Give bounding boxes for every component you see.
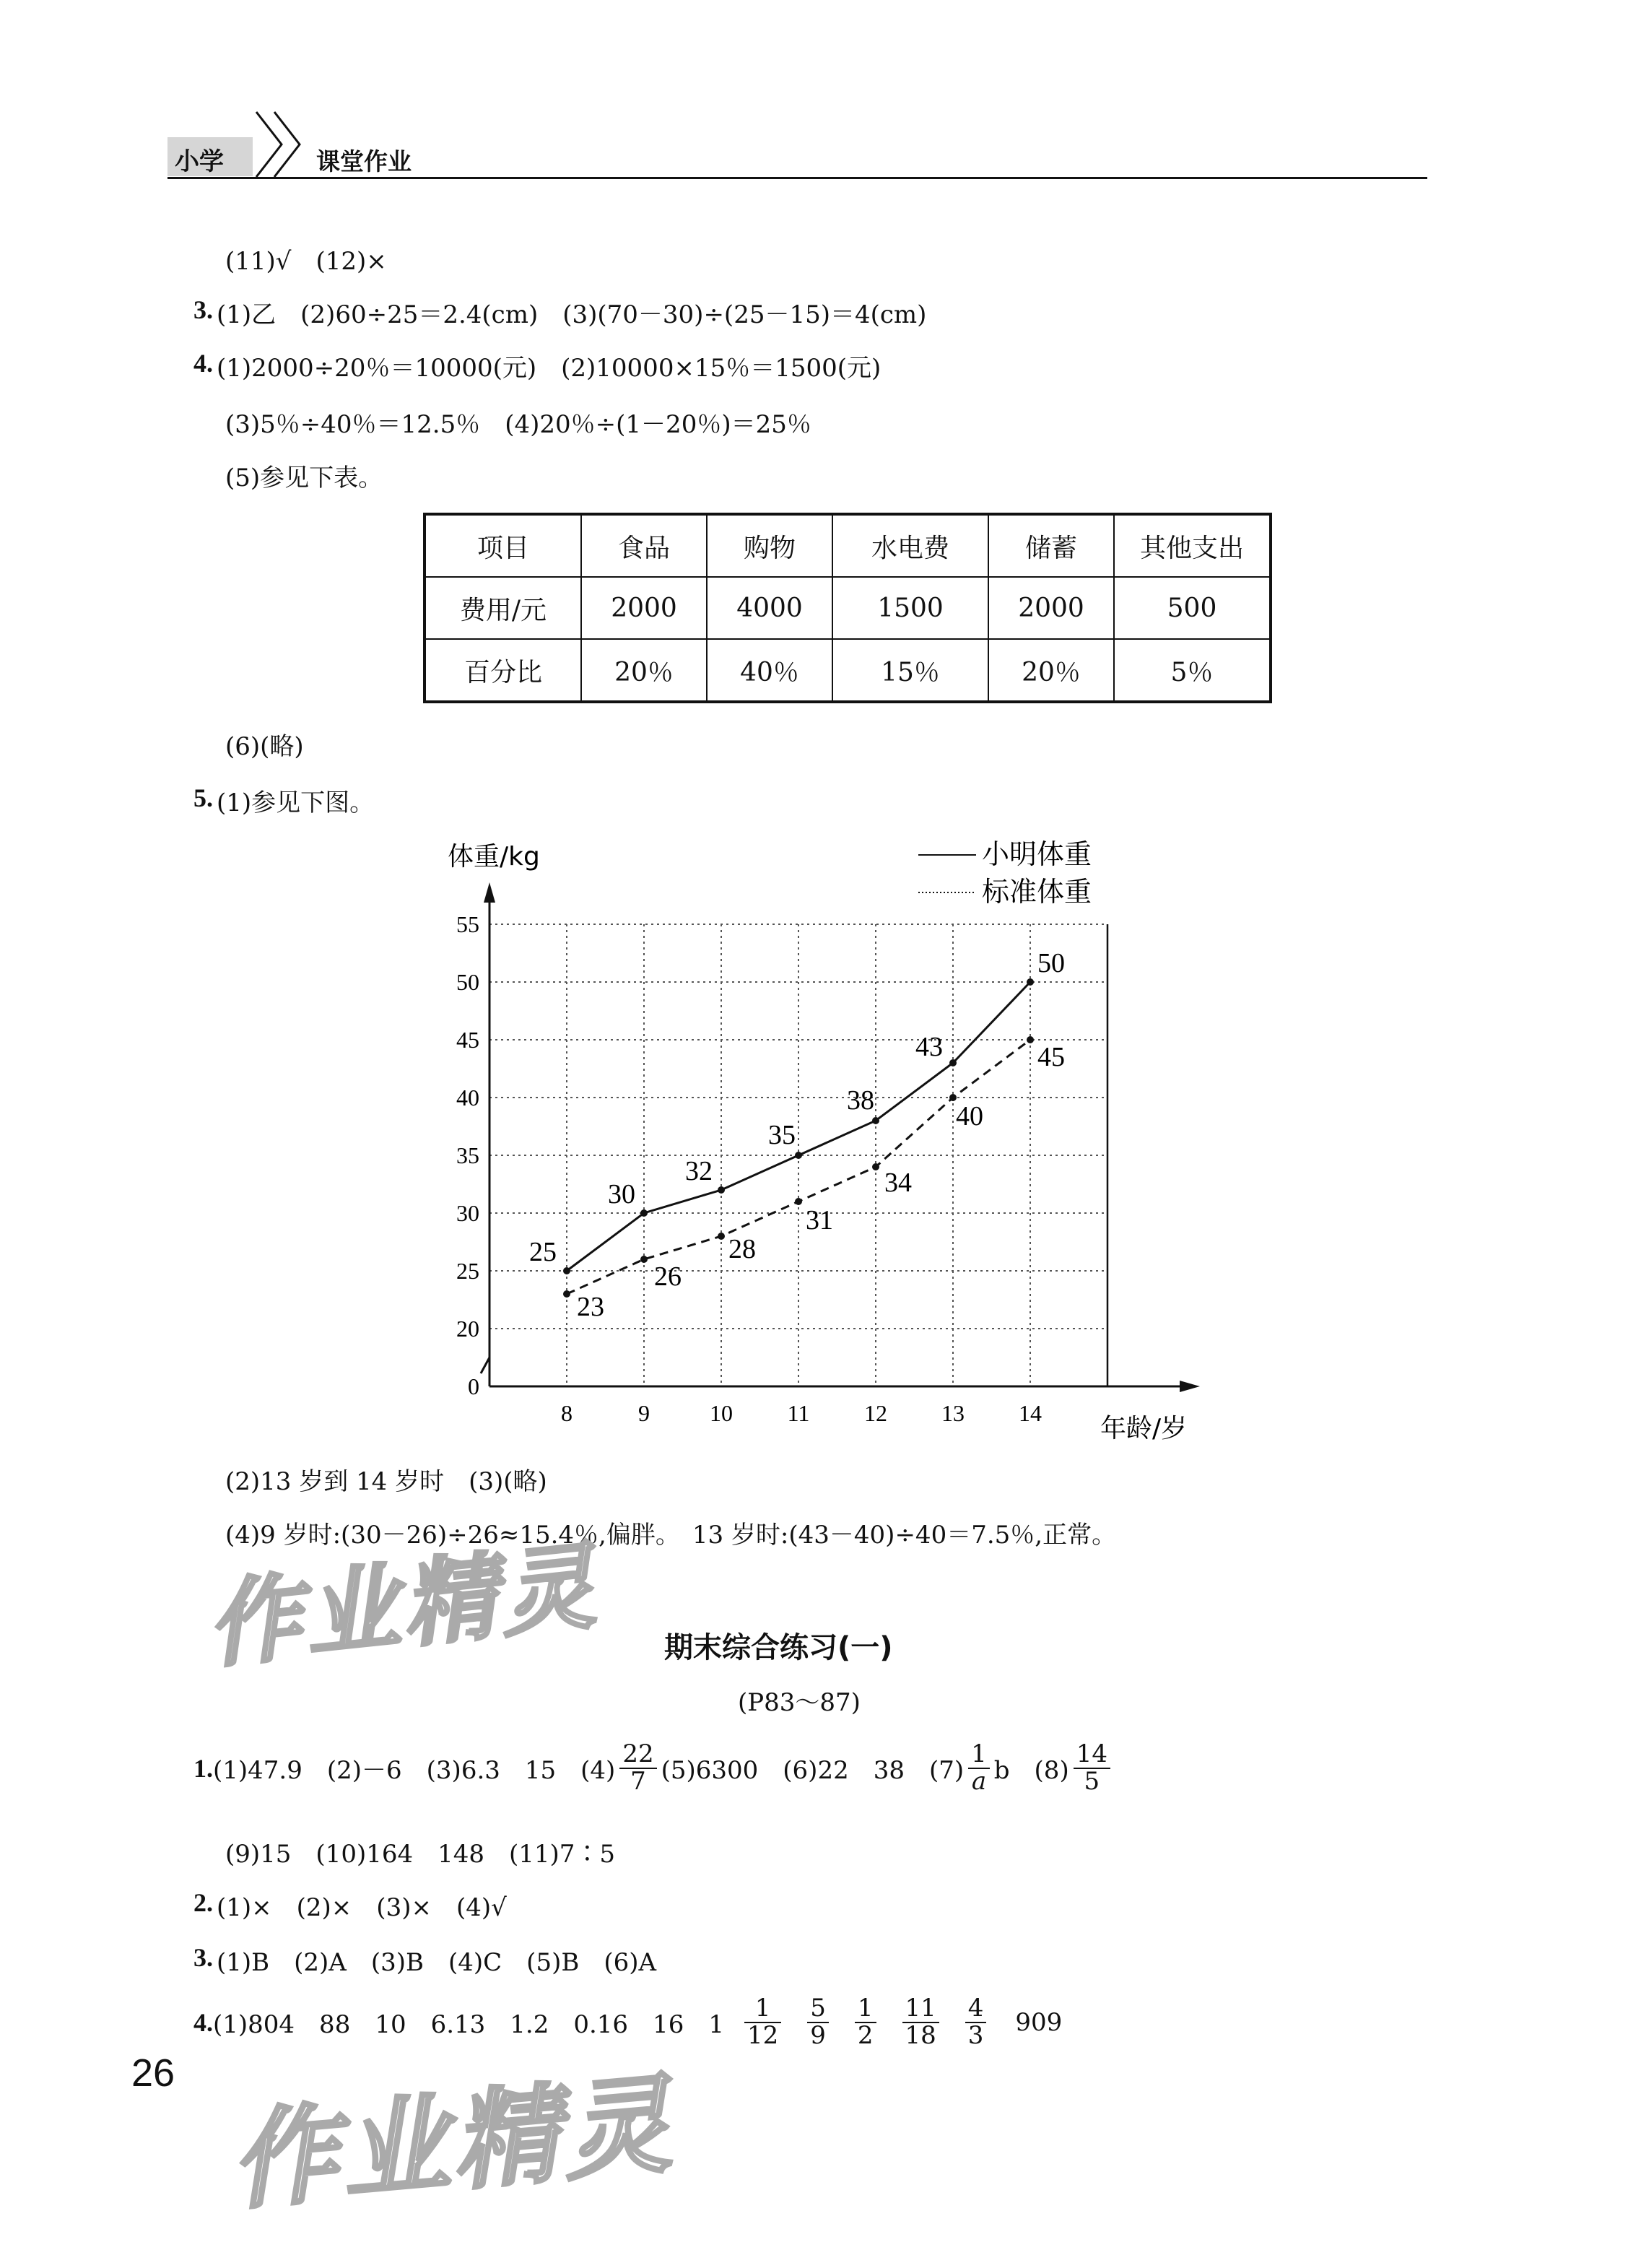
answer-text: 909 xyxy=(1015,2007,1063,2037)
expense-table xyxy=(423,513,1272,703)
x-tick-label: 14 xyxy=(1019,1400,1042,1426)
fraction-denominator: a xyxy=(971,1766,987,1796)
data-point-xiaoming xyxy=(563,1267,570,1274)
data-point-standard xyxy=(872,1163,879,1170)
data-point-xiaoming xyxy=(795,1152,802,1159)
legend-label-standard: 标准体重 xyxy=(982,876,1092,908)
data-point-standard xyxy=(1027,1036,1034,1043)
watermark-logo-bottom: 作业精灵 xyxy=(225,2061,680,2225)
answer-text: (1)47.9 (2)－6 (3)6.3 15 (4) xyxy=(213,1756,616,1786)
y-tick-label: 55 xyxy=(456,911,479,937)
data-point-standard xyxy=(718,1233,725,1240)
fraction-denominator: 5 xyxy=(1084,1766,1100,1796)
y-axis-arrow-icon xyxy=(484,882,495,903)
data-label-standard: 23 xyxy=(577,1292,604,1322)
answer-row-q4 xyxy=(193,1996,1062,2048)
x-tick-label: 12 xyxy=(864,1400,887,1426)
section-title: 期末综合练习(一) xyxy=(664,1631,893,1664)
y-tick-label: 40 xyxy=(456,1085,479,1111)
table-cell: 500 xyxy=(1114,577,1271,639)
x-tick-label: 10 xyxy=(710,1400,733,1426)
fraction xyxy=(619,1739,656,1796)
data-label-xiaoming: 50 xyxy=(1037,948,1065,978)
page-number: 26 xyxy=(131,2051,175,2095)
fraction-numerator: 4 xyxy=(965,1996,987,2023)
fraction-numerator: 5 xyxy=(807,1996,829,2023)
fraction-denominator: 18 xyxy=(905,2020,936,2050)
data-label-xiaoming: 32 xyxy=(685,1156,713,1186)
question-number: 4. xyxy=(193,2007,213,2037)
answer-line-q1-2: (9)15 (10)164 148 (11)7∶5 xyxy=(225,1840,616,1869)
x-axis-label: 年龄/岁 xyxy=(1100,1414,1188,1443)
data-label-standard: 28 xyxy=(728,1234,756,1264)
fraction xyxy=(965,1996,987,2048)
data-label-standard: 45 xyxy=(1037,1042,1065,1072)
table-header-cell: 购物 xyxy=(707,514,832,577)
data-label-xiaoming: 35 xyxy=(768,1120,796,1150)
table-header-cell: 项目 xyxy=(425,514,581,577)
answer-text: (5)6300 (6)22 38 (7) xyxy=(661,1756,965,1786)
weight-line-chart xyxy=(404,823,1242,1459)
question-number-3: 3. xyxy=(193,295,213,324)
watermark-logo: 作业精灵 xyxy=(201,1530,604,1681)
section-pages: (P83～87) xyxy=(738,1688,861,1717)
answer-line-5b: (2)13 岁到 14 岁时 (3)(略) xyxy=(225,1467,547,1496)
data-point-xiaoming xyxy=(718,1186,725,1194)
table-header-cell: 储蓄 xyxy=(988,514,1114,577)
data-label-standard: 26 xyxy=(654,1261,682,1292)
legend-label-xiaoming: 小明体重 xyxy=(982,838,1092,870)
table-cell: 20％ xyxy=(988,639,1114,702)
data-point-xiaoming xyxy=(1027,978,1034,986)
fraction-denominator: 9 xyxy=(810,2020,826,2050)
data-point-standard xyxy=(949,1094,957,1101)
table-cell: 40％ xyxy=(707,639,832,702)
data-label-standard: 31 xyxy=(806,1205,833,1235)
table-header-cell: 食品 xyxy=(581,514,707,577)
fraction xyxy=(1074,1739,1110,1796)
header-rule xyxy=(167,177,1427,179)
x-axis-arrow-icon xyxy=(1180,1381,1200,1392)
answer-line-6: (6)(略) xyxy=(225,732,304,761)
table-cell: 4000 xyxy=(707,577,832,639)
fraction-denominator: 3 xyxy=(967,2020,984,2050)
y-tick-label: 0 xyxy=(468,1373,479,1399)
question-number: 1. xyxy=(193,1753,213,1783)
data-point-standard xyxy=(563,1290,570,1298)
table-cell: 费用/元 xyxy=(425,577,581,639)
data-label-standard: 34 xyxy=(884,1168,912,1198)
fraction-numerator: 22 xyxy=(619,1742,656,1769)
answer-line-3: (1)乙 (2)60÷25＝2.4(cm) (3)(70－30)÷(25－15)＝4(cm) xyxy=(217,300,927,329)
answer-line-4c: (5)参见下表。 xyxy=(225,464,383,492)
data-point-standard xyxy=(640,1256,648,1263)
fraction xyxy=(855,1996,876,2048)
answer-line-4: (1)2000÷20％＝10000(元) (2)10000×15％＝1500(元) xyxy=(217,354,882,383)
answer-text: (1)804 88 10 6.13 1.2 0.16 16 1 xyxy=(213,2010,724,2040)
fraction xyxy=(744,1996,781,2048)
answer-line-11-12: (11)√ (12)× xyxy=(225,247,387,276)
x-tick-label: 13 xyxy=(941,1400,965,1426)
fraction-denominator: 2 xyxy=(857,2020,874,2050)
answer-line-q3: (1)B (2)A (3)B (4)C (5)B (6)A xyxy=(217,1948,657,1977)
table-cell: 15％ xyxy=(832,639,988,702)
y-tick-label: 20 xyxy=(456,1316,479,1342)
answer-line-5c: (4)9 岁时:(30－26)÷26≈15.4％,偏胖。 13 岁时:(43－40)÷40＝7.5％,正常。 xyxy=(225,1521,1117,1550)
data-label-xiaoming: 38 xyxy=(847,1085,874,1116)
table-row xyxy=(425,577,1271,639)
table-header-cell: 其他支出 xyxy=(1114,514,1271,577)
table-cell: 5％ xyxy=(1114,639,1271,702)
header-title: 课堂作业 xyxy=(316,147,412,175)
y-tick-label: 50 xyxy=(456,969,479,995)
fraction-numerator: 11 xyxy=(902,1996,939,2023)
fraction xyxy=(968,1739,990,1796)
y-axis-label: 体重/kg xyxy=(448,842,540,872)
header-level: 小学 xyxy=(175,147,224,176)
table-cell: 1500 xyxy=(832,577,988,639)
fraction-numerator: 1 xyxy=(744,1996,781,2023)
table-cell: 2000 xyxy=(581,577,707,639)
header-chevron-icon xyxy=(253,108,310,178)
fraction-denominator: 7 xyxy=(630,1766,646,1796)
data-point-standard xyxy=(795,1198,802,1205)
table-row xyxy=(425,639,1271,702)
question-number-5: 5. xyxy=(193,783,213,812)
answer-row-q1 xyxy=(193,1739,1115,1796)
data-label-xiaoming: 30 xyxy=(608,1179,635,1209)
y-tick-label: 35 xyxy=(456,1142,479,1168)
fraction xyxy=(902,1996,939,2048)
x-tick-label: 8 xyxy=(561,1400,573,1426)
y-tick-label: 30 xyxy=(456,1200,479,1226)
answer-text: b (8) xyxy=(993,1756,1069,1786)
answer-line-q2: (1)× (2)× (3)× (4)√ xyxy=(217,1893,507,1922)
data-label-xiaoming: 25 xyxy=(529,1237,557,1267)
y-tick-label: 45 xyxy=(456,1027,479,1053)
question-number-4: 4. xyxy=(193,349,213,378)
fraction-denominator: 12 xyxy=(746,2020,779,2050)
table-cell: 20％ xyxy=(581,639,707,702)
data-point-xiaoming xyxy=(872,1117,879,1124)
x-tick-label: 9 xyxy=(638,1400,650,1426)
fraction xyxy=(807,1996,829,2048)
fraction-numerator: 1 xyxy=(968,1742,990,1769)
answer-line-4b: (3)5％÷40％＝12.5％ (4)20％÷(1－20％)＝25％ xyxy=(225,410,811,439)
table-header-row xyxy=(425,514,1271,577)
data-label-standard: 40 xyxy=(956,1101,983,1131)
fraction-numerator: 1 xyxy=(855,1996,876,2023)
y-axis-break-icon xyxy=(481,1329,489,1373)
y-tick-label: 25 xyxy=(456,1258,479,1284)
data-label-xiaoming: 43 xyxy=(915,1032,943,1062)
table-cell: 2000 xyxy=(988,577,1114,639)
answer-line-5: (1)参见下图。 xyxy=(217,788,375,817)
table-cell: 百分比 xyxy=(425,639,581,702)
question-number-2: 2. xyxy=(193,1888,213,1917)
data-point-xiaoming xyxy=(640,1209,648,1217)
x-tick-label: 11 xyxy=(787,1400,810,1426)
fraction-numerator: 14 xyxy=(1074,1742,1110,1769)
question-number-3b: 3. xyxy=(193,1943,213,1972)
data-point-xiaoming xyxy=(949,1059,957,1066)
table-header-cell: 水电费 xyxy=(832,514,988,577)
